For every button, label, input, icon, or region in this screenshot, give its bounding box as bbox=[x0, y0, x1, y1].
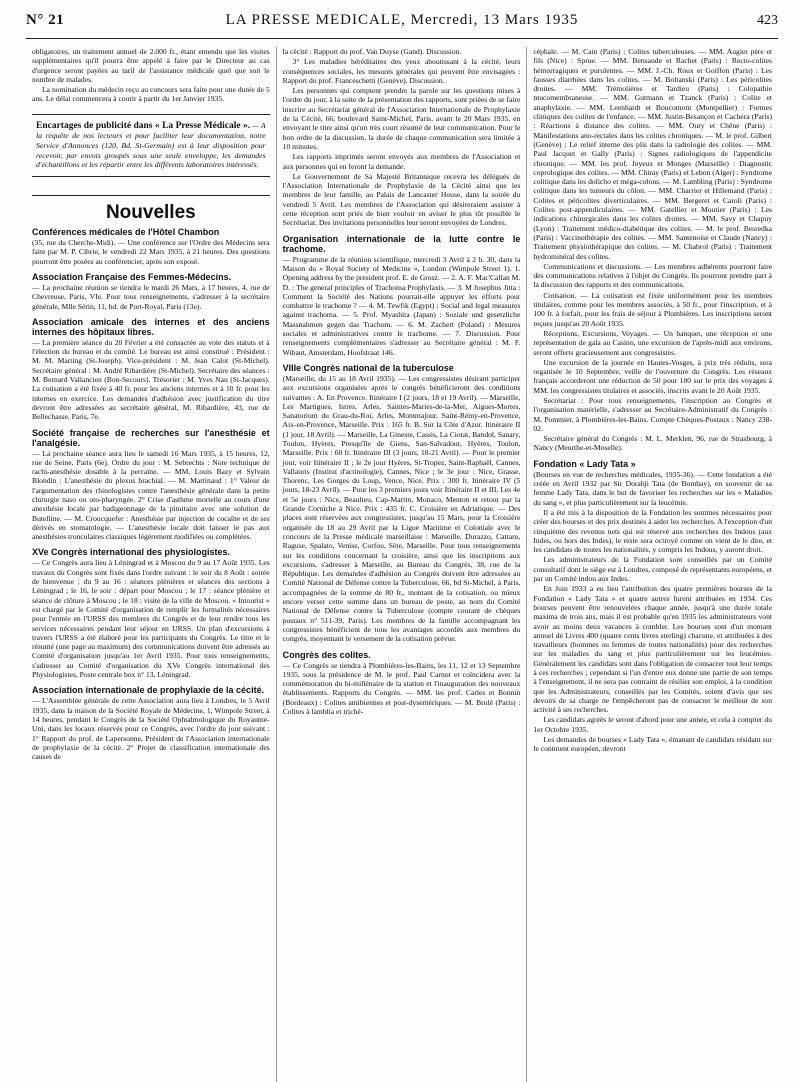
column-2 bbox=[277, 47, 528, 1082]
paragraph: Les personnes qui comptent prendre la parole sur les questions mises à l'ordre du jour, à la suite de la présentation des rapports, sont priées de se faire inscrire au Secrétariat général de l'Association Internationale de Prophylaxie de la Cécité, 66, boulevard Saint-Michel, Paris, avant le 20 Mars 1935, en envoyant le titre ainsi qu'un très court résumé de leur communication. Pour le bon ordre de la discussion, la durée de chaque communication sera limitée à 10 minutes. bbox=[282, 86, 521, 151]
paragraph: céphale. — M. Cain (Paris) : Colites tuberculeuses. — MM. Augier père et fils (Nice) : Sprue. — MM. Bensaude et Rachet (Paris) : Recto-colites hémorragiques et purulentes. — MM. J.-Ch. Roux et Goiffon (Paris) : Les fausses diarrhées dans les colites. — M. Boltanski (Paris) : Les péricolites droites. — MM. Trémolières et Tardieu (Paris) : Colopathie mucomembraneuse. — MM. Gutmann et Tzanck (Paris) : Colite et anaphylaxie. — MM. Leenhardt et Boucomont (Montpellier) : Formes cliniques des colites de l'enfance. — MM. Justin-Besançon et Cachera (Paris) : Réactions à distance des colites. — MM. Oury et Chêne (Paris) : Manifestations ano-rectales dans les colites chroniques. — M. le prof. Gilbert (Genève) : Le relief interne des plis dans la radiologie des colites. — MM. Paul Jacquet et Gally (Paris) : Signes radiologiques de l'appendicite chronique. — MM. les prof. Joyeux et Monges (Marseille) : Diagnostic coprologique des colites. — MM. Chiray (Paris) et Lebon (Alger) : Syndrome colitique dans les dolicho et méga-colons. — M. Lambling (Paris) : Syndrome colitique dans les tumeurs du côlon. — MM. Charrier et Hillemand (Paris) : Colites et péricolites diverticulaires. — MM. Bergeret et Caroli (Paris) : Colites post-appendiculaires. — MM. Gatellier et Moutier (Paris) : Les indications chirurgicales dans les colites droites. — MM. Savy et Chapuy (Lyon) : Traitement médico-diabétique des colites. — M. le prof. Besredka (Paris) : Vaccinothérapie des colites. — MM. Santenoise et Claude (Nancy) : Traitement physiothérapique des colites. — M. Chabrol (Paris) : Traitement hydrominéral des colites. bbox=[533, 47, 772, 261]
paragraph: En Juin 1933 a eu lieu l'attribution des quatre premières bourses de la Fondation « Lady Tata » et quatre autres furent attribuées en 1934. Ces bourses peuvent être renouvelées chaque année, jusqu'à une durée totale maxima de trois ans, mais il est probable qu'en 1935 les administrateurs vont avoir au moins deux vacances à combler. Les bourses sont d'un montant annuel de Livres 400 (quatre cents livres sterling) chacune, et attribuées à des travailleurs (hommes ou femmes de toutes nationalités) pour des recherches sur les maladies du sang et plus particulièrement sur les leucémies. Généralement les candidats sont dans l'obligation de consacrer tout leur temps à ces recherches ; cependant si l'un d'entre eux donne une partie de son temps à l'enseignement, il ne sera pas contraint de résilier son emploi, à la condition que les Administrateurs, conseillés par les Comités, soient d'avis que ses devoirs de sa charge ne l'empêcheront pas de consacrer le meilleur de son activité à ses recherches. bbox=[533, 584, 772, 715]
paragraph: Secrétaire général du Congrès : M. L. Merklen, 96, rue de Strasbourg, à Nancy (Meurthe-et-Moselle). bbox=[533, 434, 772, 453]
news-text-physiologistes: — Ce Congrès aura lieu à Léningrad et à Moscou du 9 au 17 Août 1935. Les travaux du Congrès sont fixés dans l'ordre suivant : le soir du 8 Août : soirée de bienvenue ; du 9 au 16 : séances plénières et séances des sections à Léningrad ; le 16, le soir : départ pour Moscou ; le 17 : séance plénière et séance de clôture à Moscou ; le 18 : visite de la ville de Moscou. « Intourist » est chargé par le Comité d'organisation de remplir les formalités nécessaires pour l'entrée en l'URSS des membres du Congrès et de leur rendre tous les services nécessaires pendant leur séjour en URSS. Un plan d'excursions à travers l'URSS a été élaboré pour les participants du Congrès. Le titre et le résumé (une page au maximum) des communications doivent être adressés au Comité d'organisation jusqu'au 1er Avril 1935. Pour tous renseignements, s'adresser au Comité d'organisation du XVe Congrès international des Physiologistes, Poste centrale box n° 13, Léningrad. bbox=[32, 558, 270, 680]
news-title-tuberculose: VIIIe Congrès national de la tuberculose bbox=[282, 362, 454, 373]
paragraph: Communications et discussions. — Les membres adhérents pourront faire des communications relatives à l'objet du Congrès. Ils pourront prendre part à la discussion des rapports et des communications. bbox=[533, 261, 772, 290]
paragraph: Réceptions, Excursions, Voyages. — Un banquet, une réception et une représentation de gala au Casino, une excursion de l'après-midi aux environs, seront offerts gracieusement aux congressistes. bbox=[533, 328, 772, 357]
news-title-hotel-chambon: Conférences médicales de l'Hôtel Chambon bbox=[32, 227, 220, 238]
notice-title: Encartages de publicité dans « La Presse Médicale ». bbox=[36, 120, 251, 131]
news-title-anesthesie: Société française de recherches sur l'anesthésie et l'analgésie. bbox=[32, 427, 270, 448]
news-text-cecite: — L'Assemblée générale de cette Association aura lieu à Londres, le 5 Avril 1935, dans la maison de la Société Royale de Médecine, 1, Wimpole Street, à 14 heures, pendant le Congrès de la Société Ophtalmologique du Royaume-Uni, dans les locaux réservés pour ce Congrès, avec l'ordre du jour suivant : 1° Rapport du prof. de Lapersonne, Président de l'Association internationale de prophylaxie de la cécité. 2° Projet de classification internationale des causes de bbox=[32, 696, 270, 762]
paragraph: Secrétariat : Pour tous renseignements, l'inscription au Congrès et l'organisation matérielle, s'adresser au Secrétaire-Administratif du Congrès : M. Pommier, à Plombières-les-Bains. Compte Chèques-Postaux : Nancy 238-02. bbox=[533, 395, 772, 433]
paragraph: la cécité : Rapport du prof. Van Duyse (Gand). Discussion. bbox=[282, 47, 462, 56]
column-1 bbox=[26, 47, 277, 1082]
intro-paragraph-2: La nomination du médecin reçu au concours sera faite pour une durée de 5 ans. Le délai commencera à courir à partir du 1er Janvier 1935. bbox=[32, 85, 270, 104]
news-text-femmes-medecins: — La prochaine réunion se tiendra le mardi 26 Mars, à 17 heures, 4, rue de Chevreuse, Paris, VIe. Pour tous renseignements, s'adresser à la secrétaire générale, Mlle Sérin, 11, bd. de Port-Royal, Paris (13e). bbox=[32, 282, 270, 311]
section-rule bbox=[32, 195, 270, 196]
paragraph: Cotisation. — La cotisation est fixée uniformément pour les membres titulaires, comme pour les membres associés, à 50 fr., pour l'inscription, et à 100 fr. à forfait, pour les frais de séjour à Plombières. Les inscriptions seront reçues jusqu'au 20 Août 1935. bbox=[533, 290, 772, 328]
paragraph: Les candidats agréés le seront d'abord pour une année, et cela à compter du 1er Octobre 1935. bbox=[533, 715, 772, 734]
paragraph: Le Gouvernement de Sa Majesté Britannique recevra les délégués de l'Association Internationale de Prophylaxie de la Cécité ainsi que les membres de leur famille, au Palais de Lancaster House, dans la soirée du vendredi 5 Avril. Les membres de l'Association qui désireraient assister à cette réception sont priés de bien vouloir en aviser le plus tôt possible le Secrétariat. Des invitations personnelles leur seront envoyées de Londres. bbox=[282, 171, 521, 228]
news-text-lady-tata: (Bourses en vue de recherches médicales, 1935-36). — Cette fondation a été créée en Avril 1932 par Sir Dorabji Tata (de Bombay), en souvenir de sa femme Lady Tata, dans le but de favoriser les recherches sur les « Maladies du sang », et plus particulièrement sur la leucémie. bbox=[533, 469, 772, 507]
masthead bbox=[26, 12, 778, 39]
news-text-colites: — Ce Congrès se tiendra à Plombières-les-Bains, les 11, 12 et 13 Septembre 1935, sous la présidence de M. le prof. Paul Carnot et coïncidera avec la commémoration du bi-millénaire de la station et l'inauguration des nouveaux établissements. Rapports du Congrès. — MM. les prof. Carles et Bonnin (Bordeaux) : Colites amibiennes et post-dysentériques. — M. Brulé (Paris) : Colites à lamblia et triché- bbox=[282, 660, 521, 716]
paragraph: Les demandes de bourses « Lady Tata », émanant de candidats résidant sur le continent européen, devront bbox=[533, 735, 772, 754]
section-heading-nouvelles: Nouvelles bbox=[105, 201, 196, 223]
issue-number: N° 21 bbox=[26, 12, 65, 28]
news-title-colites: Congrès des colites. bbox=[282, 649, 371, 660]
journal-title: LA PRESSE MEDICALE, Mercredi, 13 Mars 1935 bbox=[225, 12, 579, 28]
advertising-notice-box bbox=[32, 114, 270, 177]
article-columns bbox=[26, 47, 778, 1082]
news-text-hotel-chambon: (35, rue du Cherche-Midi). — Une conférence sur l'Ordre des Médecins sera faite par M. P. Cibrie, le vendredi 22 Mars 1935, à 21 heures. Des questions pourront être posées au conférencier, après son exposé. bbox=[32, 238, 270, 266]
paragraph: 3° Les maladies héréditaires des yeux aboutissant à la cécité, leurs conséquences sociales, les mesures générales qui peuvent être envisagées : Rapport du prof. Franceschetti (Genève). Discussion. bbox=[282, 57, 521, 85]
news-title-trachome: Organisation internationale de la lutte contre le trachome. bbox=[282, 233, 521, 254]
news-title-cecite: Association internationale de prophylaxie de la cécité. bbox=[32, 685, 265, 696]
column-3 bbox=[527, 47, 778, 1082]
news-title-physiologistes: XVe Congrès international des physiologistes. bbox=[32, 547, 231, 558]
news-title-femmes-medecins: Association Française des Femmes-Médecins. bbox=[32, 271, 232, 282]
notice-text: — A la requête de nos lecteurs et pour faciliter leur documentation, notre Service d'Annonces (120, Bd. St-Germain) est à leur disposition pour recevoir, par envois groupés sous une seule enveloppe, les demandes d'échantillons et les répartir entre les différents laboratoires intéressés. bbox=[36, 120, 266, 170]
paragraph: Les administrateurs de la Fondation sont conseillés par un Comité consultatif dont le siège est à Londres, composé de représentants européens, et par un Comité indou aux Indes. bbox=[533, 555, 772, 584]
intro-paragraph: obligatoires, un traitement annuel de 2.000 fr., étant entendu que les visites supplémentaires qu'il pourra être appelé à faire par le Directeur au cas d'urgence seront payées au tarif de l'assistance médicale quel que soit le nombre de malades. bbox=[32, 47, 270, 84]
paragraph: Une excursion de la journée en Hautes-Vosges, à prix très réduits, sera organisée le 10 Septembre, veille de l'ouverture du Congrès. Les réseaux français accorderont une réduction de 50 pour 100 sur le prix des voyages à MM. les congressistes titulaires et associés, inscrits avant le 20 Août 1935. bbox=[533, 357, 772, 395]
page-number: 423 bbox=[757, 13, 778, 28]
news-title-lady-tata: Fondation « Lady Tata » bbox=[533, 458, 636, 469]
news-text-internes: — La première séance du 20 Février a été consacrée au vote des statuts et à l'élection du bureau et du comité. Le bureau est ainsi constitué : Président : M. M. Marting (St-Joseph). Vice-président : M. Jean Calot (St-Michel). Secrétaire général : M. André Ribardière (St-Michel). Secrétaire des séances : M. Bernard Vallancien (Bon-Secours). Trésorier : M. Yves Nau (St-Jacques). La cotisation a été fixée à 40 fr. pour les anciens internes et à 10 fr. pour les internes en exercice. Les demandes d'adhésion avec justification du titre devront être adressées au secrétaire général, M. Ribardière, 43, rue de Bellechasse, Paris, 7e. bbox=[32, 337, 270, 422]
paragraph: Les rapports imprimés seront envoyés aux membres de l'Association et aux personnes qui en feront la demande. bbox=[282, 152, 521, 171]
news-title-internes: Association amicale des internes et des anciens internes des hôpitaux libres. bbox=[32, 316, 270, 337]
news-text-tuberculose: (Marseille, du 15 au 18 Avril 1935). — Les congressistes désirant participer aux excursions organisées après le congrès bénéficieront des conditions suivantes : A. En Provence. Itinéraire I (2 jours, 18 et 19 Avril). — Marseille, Les Martigues, Istres, Arles, Saintes-Maries-de-la-Mer, Aigues-Mortes, Sanatorium du Grau-du-Roi, Arles, Montmajour, Saint-Rémy-en-Provence, Aix-en-Provence, Marseille. Prix : 165 fr. B. Sur la Côte d'Azur. Itinéraire II (1 jour, 18 Avril). — Marseille, La Gineste, Cassis, La Ciotat, Bandol, Sanary, Toulon, Hyères, Presqu'île de Giens, San-Salvadour, Hyères, Toulon, Marseille. Prix : 60 fr. Itinéraire III (3 jours, 18-21 Avril). — Pour le premier jour, voir Itinéraire II ; le 2e jour Hyères, St-Tropez, Saint-Raphaël, Cannes, Vallauris (Institut d'actinologie), Cannes, Nice ; le 3e jour : Nice, Grasse, Thorenc, Les Gorges du Loup, Vence, Nice. Prix : 300 fr. Itinéraire IV (5 jours, 18-23 Avril). — Pour les 3 premiers jours voir Itinéraire II et III. Les 4e et 5e jours : Nice, Beaulieu, Cap-Martin, Monaco, Menton et retour par la Grande Corniche à Nice. Prix : 435 fr. C. Croisière en Adriatique. — Des places sont réservées aux congressistes, jusqu'au 15 Mars, pour la Croisière organisée du 18 au 29 Avril par la Ligue Maritime et Coloniale avec le concours de la Presse médicale marseillaise : Marseille, Durazzo, Cattaro, Raguse, Spalato, Venise, Corfou, Sète, Marseille. Pour tous renseignements sur les conditions concernant la croisière, ainsi que les inscriptions aux excursions, s'adresser à Marseille, au Bureau du Congrès, 38, rue de la République. Les demandes d'adhésion au Congrès doivent être adressées au Comité National de Défense contre la Tuberculose, 66, bd St-Michel, à Paris, accompagnées de la somme de 80 fr., montant de la cotisation, ou mieux encore verser cette somme dans un bureau de poste, au nom du Comité National de Défense contre la Tuberculose (compte courant de chèques postaux n° 511-39, Paris). Les membres de la famille accompagnant les congressistes bénéficient de tous les avantages accordés aux membres du congrès, moyennant le versement de la cotisation prévue. bbox=[282, 373, 521, 644]
news-text-anesthesie: — La prochaine séance aura lieu le samedi 16 Mars 1935, à 15 heures, 12, rue de Seine, Paris (6e). Ordre du jour : M. Sebrechts : Note technique de rachi-anesthésie dosable à la percaïne. — MM. Louis Bazy et Sylvain Blondin : L'anesthésie du plexus brachial. — M. Martinaud : 1° Valeur de l'argumentation des rhinologistes contre l'anesthésie générale dans la petite chirurgie naso ou oto-pharyngée. 2° Crise d'asthme mortelle au cours d'une anesthésie locale par badigeonnage de la pituitaire avec une solution de Butelline. — M. Croucquefer : Anesthésie par injection de cocaïne et de ses dérivés en stomatologie. — L'anesthésie locale doit laisser le pas aux anesthésies tronculaires classiques légèrement modifiées ou complétées. bbox=[32, 448, 270, 542]
news-text-trachome: — Programme de la réunion scientifique, mercredi 3 Avril à 2 h. 30, dans la Maison du « Royal Society of Medicine », London (Wimpole Street 1). 1. Opening address by the president prof. E. de Grosz. — 2. A. F. Mac'Callan M. D. : The general principles of Trachoma Prophylaxis. — 3. M Josephus Jitta : Comment la Société des Nations pourrait-elle appuyer les efforts pour combattre le trachome ? — 4. M. Tewfik (Egypt) : Social and legal measures against trachoma. — 5. Prof. Myashita (Japan) : Soziale und gesetzliche Massnahmen gegen das Trachom. — 6. M. Zachert (Poland) : Mesures sociales et administratives contre le trachome. — 7. Discussion. Pour renseignements complémentaires s'adresser au Secrétaire général : M. F. Wibaut, Amsterdam, Hoofstraat 146. bbox=[282, 254, 521, 357]
paragraph: Il a été mis à la disposition de la Fondation les sommes nécessaires pour créer des bourses et des prix destinés à aider les recherches. A l'exception d'un cinquième des revenus nets qui est réservé aux recherches des Indous (aux Indes, ou hors des Indes), le reste sera octroyé comme on vient de le dire, et les candidats de toutes les nationalités, y compris les Indous, y auront droit. bbox=[533, 507, 772, 555]
